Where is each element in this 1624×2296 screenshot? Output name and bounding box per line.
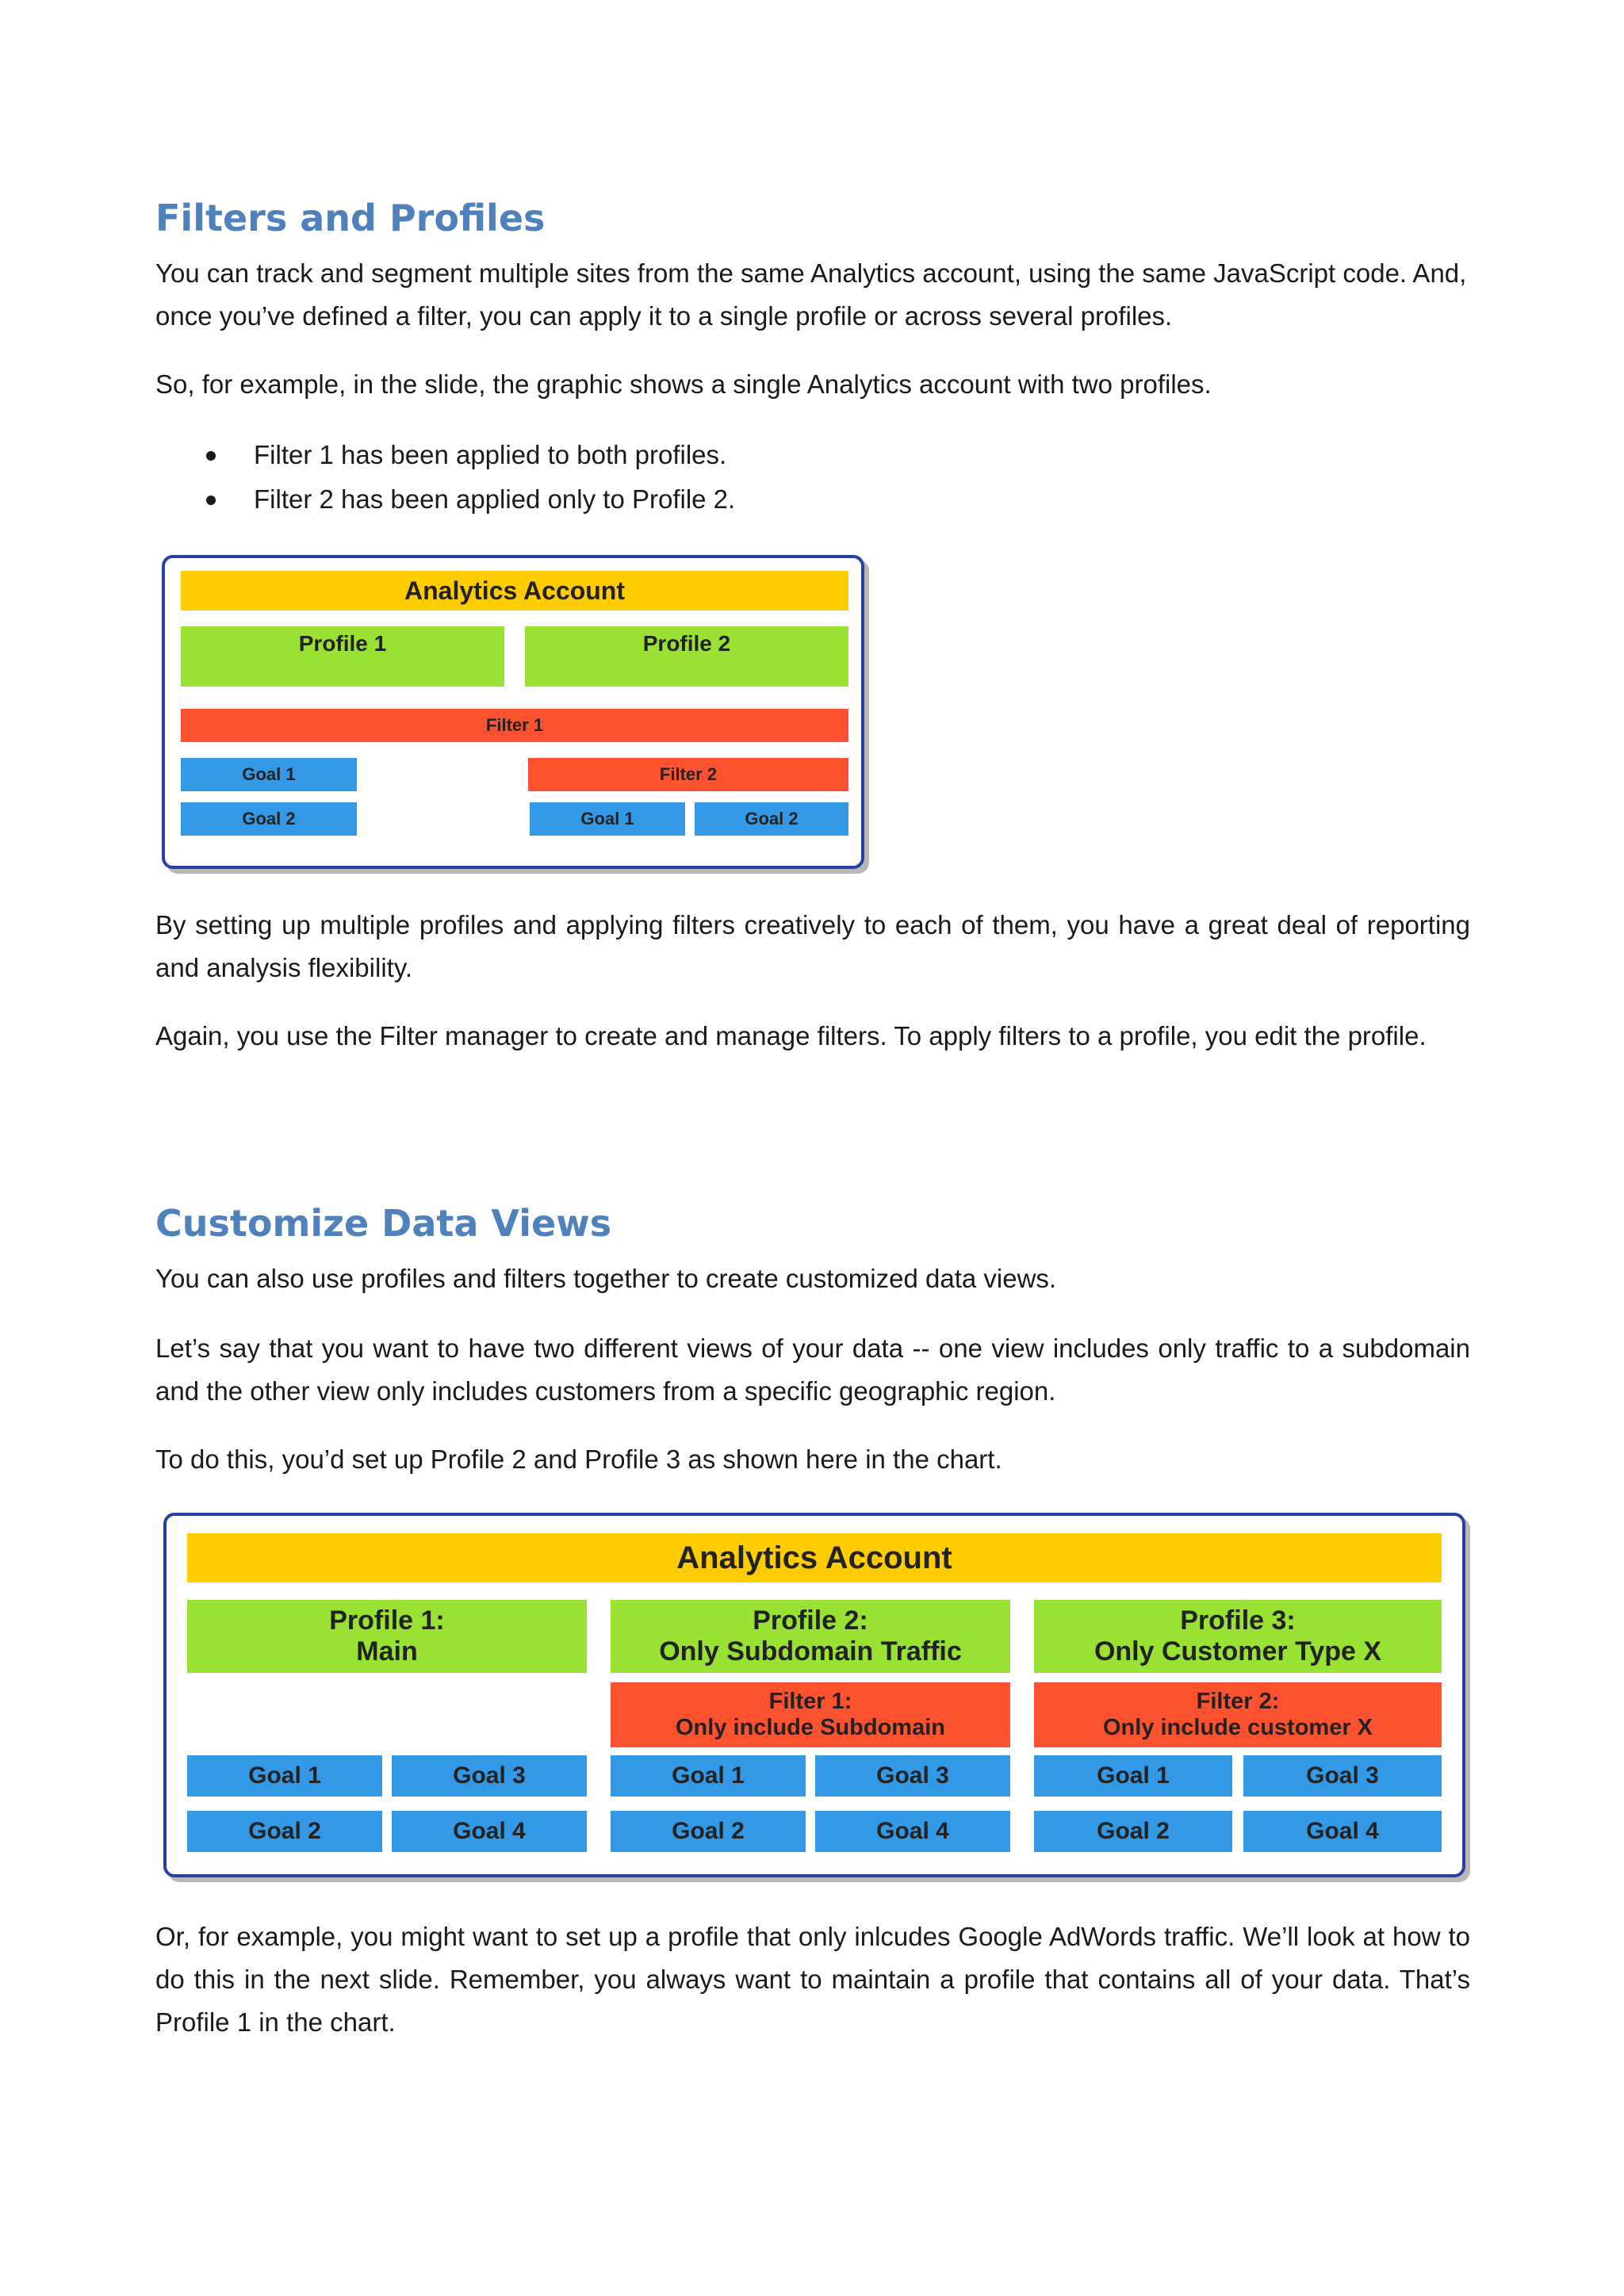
profile-2-goal-2: Goal 2 — [611, 1811, 806, 1852]
analytics-account-box: Analytics Account — [181, 571, 848, 610]
profile-1-title: Profile 1: — [329, 1605, 445, 1636]
profile-1-goal-1: Goal 1 — [187, 1755, 382, 1797]
analytics-account-diagram-2 — [163, 1513, 1465, 1877]
list-item: Filter 1 has been applied to both profiles. — [155, 433, 735, 477]
filter-1-title: Filter 1: — [768, 1688, 852, 1714]
filter-1-bar: Filter 1 — [181, 709, 848, 742]
filter-1-box — [611, 1682, 1010, 1747]
profile-2-box: Profile 2 — [525, 626, 848, 687]
profile-2-goal-1: Goal 1 — [530, 802, 685, 836]
heading-customize-data-views: Customize Data Views — [155, 1202, 612, 1245]
list-item: Filter 2 has been applied only to Profile 2. — [155, 477, 735, 522]
filter-2-subtitle: Only include customer X — [1102, 1715, 1373, 1740]
profile-3-goal-1: Goal 1 — [1034, 1755, 1232, 1797]
profile-2-goal-2: Goal 2 — [695, 802, 848, 836]
paragraph: You can also use profiles and filters together to create customized data views. — [155, 1264, 1057, 1293]
heading-filters-and-profiles: Filters and Profiles — [155, 197, 546, 239]
profile-3-title: Profile 3: — [1180, 1605, 1296, 1636]
profile-2-goal-3: Goal 3 — [815, 1755, 1010, 1797]
profile-3-subtitle: Only Customer Type X — [1094, 1636, 1382, 1667]
profile-2-subtitle: Only Subdomain Traffic — [659, 1636, 962, 1667]
filter-2-box — [1034, 1682, 1442, 1747]
filter-2-bar: Filter 2 — [528, 758, 848, 791]
profile-2-title: Profile 2: — [753, 1605, 868, 1636]
profile-2-box — [611, 1600, 1010, 1673]
paragraph: So, for example, in the slide, the graphic shows a single Analytics account with two profiles. — [155, 369, 1212, 399]
paragraph: By setting up multiple profiles and applying filters creatively to each of them, you have a great deal of reporting and analysis flexibility. — [155, 910, 1470, 982]
analytics-account-box: Analytics Account — [187, 1533, 1442, 1582]
filter-1-subtitle: Only include Subdomain — [676, 1715, 945, 1740]
profile-3-goal-2: Goal 2 — [1034, 1811, 1232, 1852]
paragraph: To do this, you’d set up Profile 2 and Profile 3 as shown here in the chart. — [155, 1445, 1002, 1474]
analytics-account-diagram-1 — [162, 555, 864, 869]
profile-1-subtitle: Main — [356, 1636, 418, 1667]
profile-1-box: Profile 1 — [181, 626, 504, 687]
paragraph: Let’s say that you want to have two different views of your data -- one view includes only traffic to a subdomain and the other view only includes customers from a specific geographic region. — [155, 1334, 1470, 1406]
filter-2-title: Filter 2: — [1196, 1688, 1280, 1714]
paragraph: Again, you use the Filter manager to create and manage filters. To apply filters to a profile, you edit the profile. — [155, 1021, 1427, 1050]
bullet-list — [155, 433, 735, 522]
profile-2-goal-4: Goal 4 — [815, 1811, 1010, 1852]
profile-3-goal-3: Goal 3 — [1243, 1755, 1442, 1797]
paragraph: You can track and segment multiple sites from the same Analytics account, using the same JavaScript code. And, once you’ve defined a filter, you can apply it to a single profile or across several profiles. — [155, 258, 1467, 331]
profile-1-goal-3: Goal 3 — [392, 1755, 587, 1797]
profile-3-goal-4: Goal 4 — [1243, 1811, 1442, 1852]
profile-1-goal-2: Goal 2 — [187, 1811, 382, 1852]
profile-1-goal-2: Goal 2 — [181, 802, 357, 836]
profile-1-goal-4: Goal 4 — [392, 1811, 587, 1852]
paragraph: Or, for example, you might want to set up a profile that only inlcudes Google AdWords traffic. We’ll look at how to do this in the next slide. Remember, you always want to maintain a profile that contains all of your data. That’s Profile 1 in the chart. — [155, 1922, 1470, 2037]
profile-2-goal-1: Goal 1 — [611, 1755, 806, 1797]
profile-1-box — [187, 1600, 587, 1673]
profile-3-box — [1034, 1600, 1442, 1673]
profile-1-goal-1: Goal 1 — [181, 758, 357, 791]
